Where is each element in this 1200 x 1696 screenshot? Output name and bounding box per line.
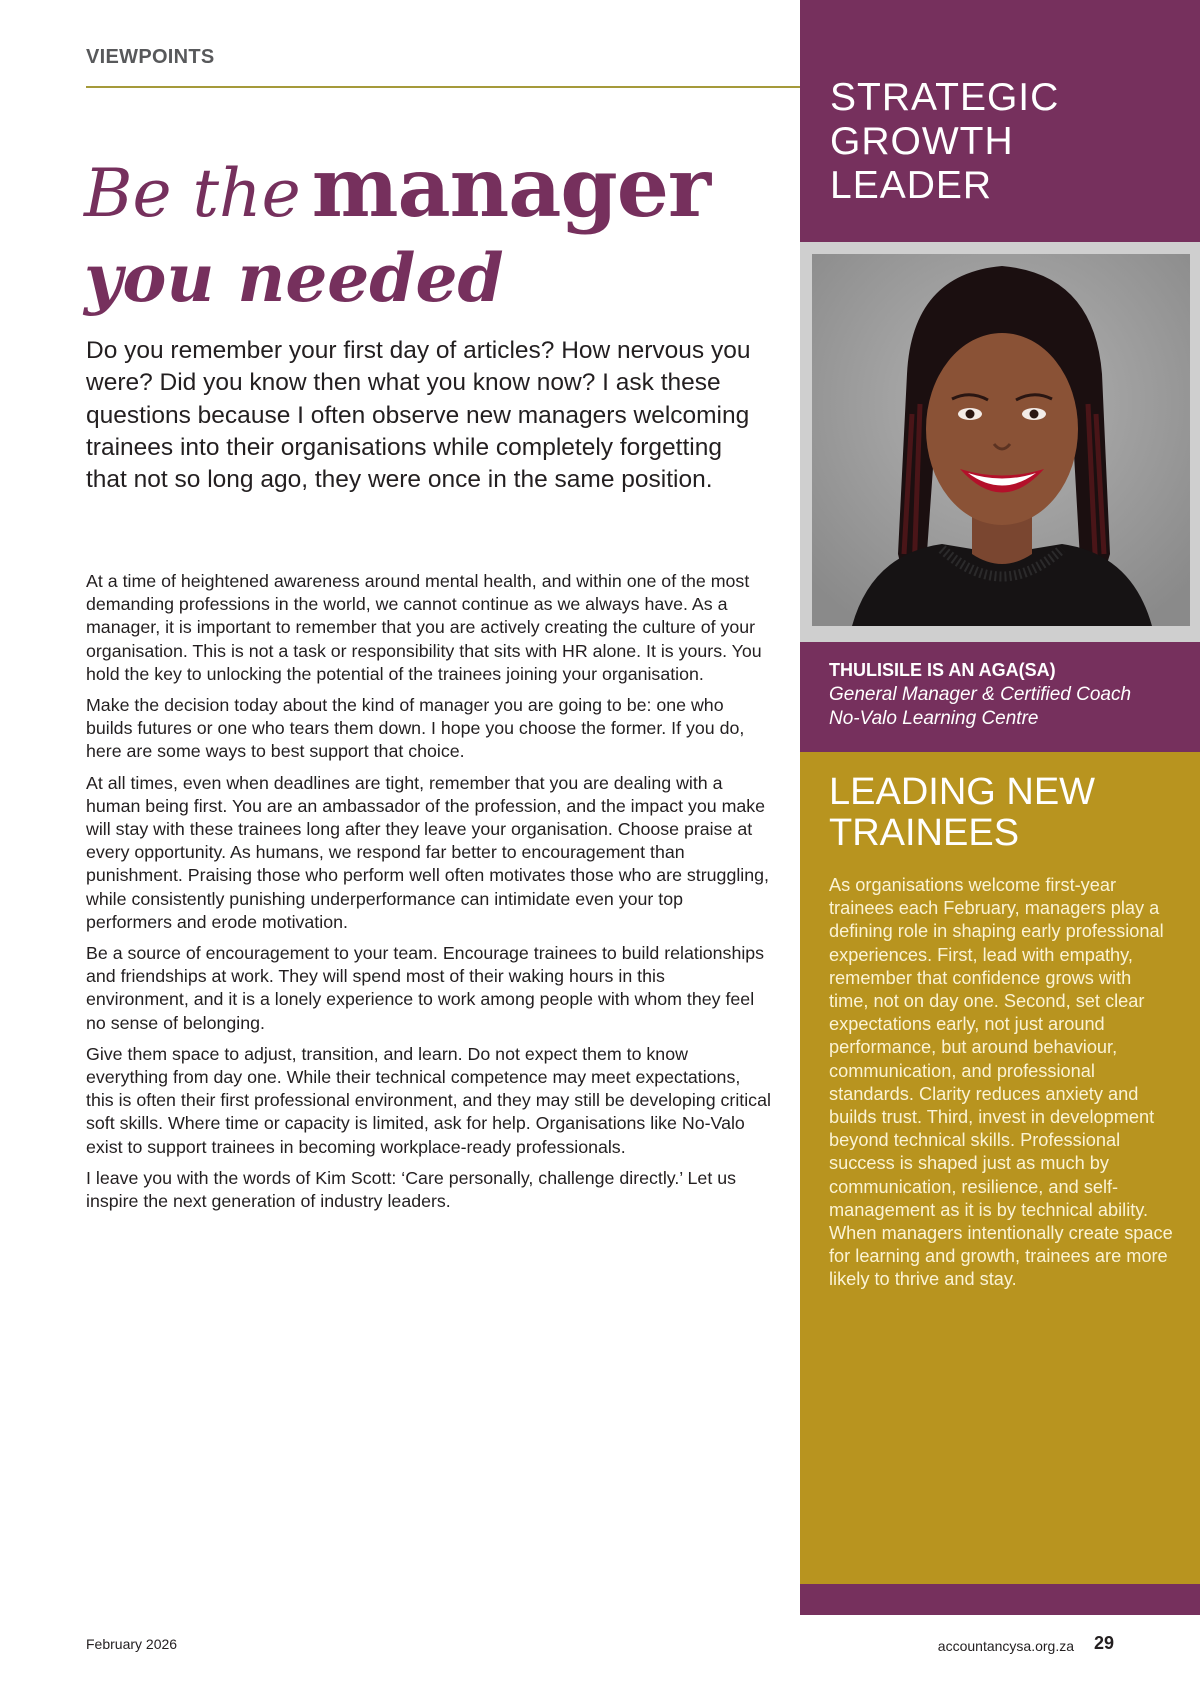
author-organisation: No-Valo Learning Centre bbox=[829, 708, 1039, 729]
headline-part1: Be the bbox=[84, 155, 301, 232]
body-paragraph: Make the decision today about the kind of manager you are going to be: one who builds futures or one who tears them down. I hope you choose the former. If you do, here are some ways to best support that choice. bbox=[86, 695, 745, 762]
headline-part3: you needed bbox=[84, 239, 504, 317]
author-photo bbox=[812, 254, 1190, 626]
author-role: General Manager & Certified Coach bbox=[829, 684, 1132, 705]
author-photo-frame bbox=[800, 242, 1200, 642]
sidebar-title: STRATEGIC GROWTH LEADER bbox=[830, 76, 1060, 207]
footer-url: accountancysa.org.za bbox=[937, 1638, 1074, 1654]
sidebar-box-body: As organisations welcome first-year trainees each February, managers play a defining role in shaping early professional experiences. First, lead with empathy, remember that confidence grows with time, not on day one. Second, set clear expectations early, not just around performance, but around behaviour, communication, and professional standards. Clarity reduces anxiety and builds trust. Third, invest in development beyond technical skills. Professional success is shaped just as much by communication, resilience, and self-management as it is by technical ability. When managers intentionally create space for learning and growth, trainees are more likely to thrive and stay. bbox=[829, 875, 1173, 1290]
sidebar bbox=[800, 0, 1200, 1615]
body-paragraph: At all times, even when deadlines are tight, remember that you are dealing with a human being first. You are an ambassador of the profession, and the impact you make will stay with these trainees long after they leave your organisation. Choose praise at every opportunity. As humans, we respond far better to encouragement than punishment. Praising those who perform well often motivates those who are struggling, while consistently punishing underperformance can intimidate even your top performers and erode motivation. bbox=[86, 772, 769, 932]
headline-part2: manager bbox=[311, 140, 711, 236]
sidebar-box-title: LEADING NEW TRAINEES bbox=[829, 771, 1096, 854]
article-headline bbox=[84, 140, 784, 320]
body-paragraph: I leave you with the words of Kim Scott: ‘Care personally, challenge directly.’ Let us inspire the next generation of industry leaders. bbox=[86, 1167, 736, 1212]
standfirst: Do you remember your first day of articles? How nervous you were? Did you know then what you know now? I ask these questions because I often observe new managers welcoming trainees into their organisations while completely forgetting that not so long ago, they were once in the same position. bbox=[86, 337, 751, 494]
header-rule bbox=[86, 86, 800, 88]
page-number: 29 bbox=[1093, 1633, 1114, 1653]
body-paragraph: Give them space to adjust, transition, and learn. Do not expect them to know everything from day one. While their technical competence may meet expectations, this is often their first professional environment, and they may still be developing critical soft skills. Where time or capacity is limited, ask for help. Organisations like No-Valo exist to support trainees in becoming workplace-ready professionals. bbox=[86, 1043, 771, 1157]
body-paragraph: Be a source of encouragement to your team. Encourage trainees to build relationships and friendships at work. They will spend most of their waking hours in this environment, and it is a lonely experience to work among people with whom they feel no sense of belonging. bbox=[86, 943, 765, 1033]
author-caption bbox=[800, 642, 1200, 752]
sidebar-header bbox=[800, 0, 1200, 242]
footer-date: February 2026 bbox=[86, 1636, 178, 1652]
author-portrait-illustration bbox=[812, 254, 1190, 626]
body-paragraph: At a time of heightened awareness around mental health, and within one of the most demanding professions in the world, we cannot continue as we always have. As a manager, it is important to remember that you are actively creating the culture of your organisation. This is not a task or responsibility that sits with HR alone. It is yours. You hold the key to unlocking the potential of the trainees joining your organisation. bbox=[86, 571, 762, 684]
article-body bbox=[86, 570, 772, 1221]
author-name: THULISILE IS AN AGA(SA) bbox=[829, 660, 1056, 680]
section-label: VIEWPOINTS bbox=[86, 46, 215, 68]
sidebar-bottom-bar bbox=[800, 1584, 1200, 1615]
